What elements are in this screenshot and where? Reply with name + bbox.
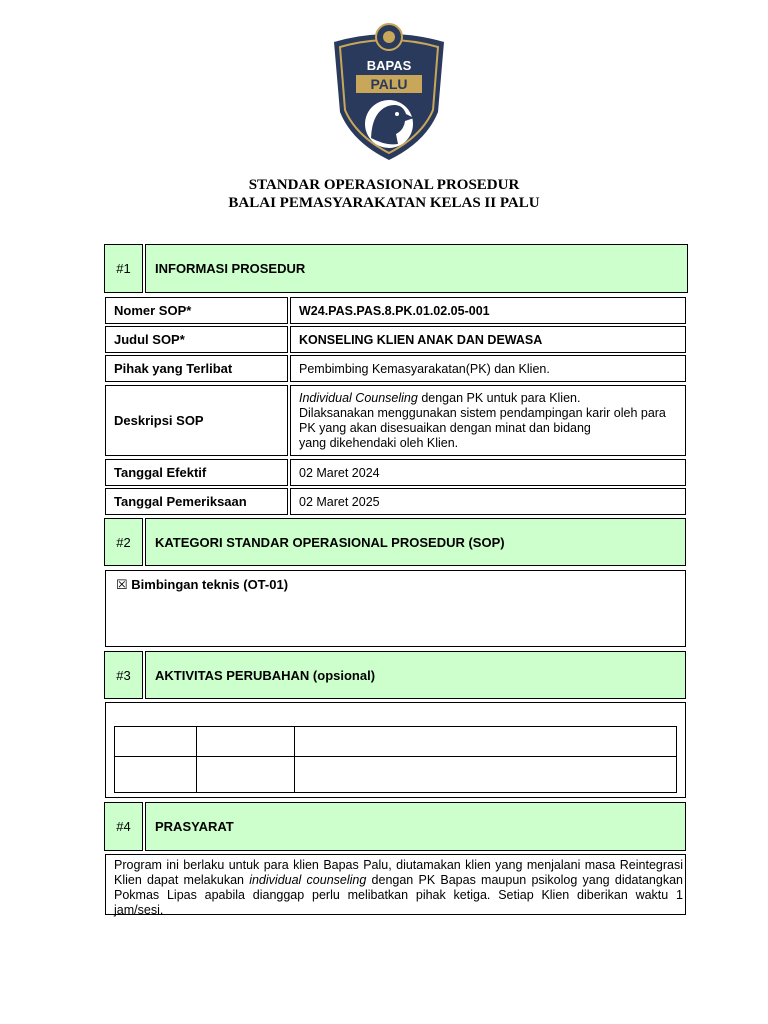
deskripsi-line1-rest: dengan PK untuk para Klien.	[417, 391, 581, 405]
section1-title: INFORMASI PROSEDUR	[145, 244, 688, 293]
prasyarat-part1: Program ini berlaku untuk para klien Bapas Palu, diutamakan klien yang menjalani masa Reintegrasi Klien dapat melakukan	[114, 858, 683, 887]
section2-number: #2	[104, 518, 143, 566]
table-cell	[295, 727, 677, 757]
table-cell	[115, 757, 197, 793]
aktivitas-table	[114, 726, 677, 793]
kategori-item-label: Bimbingan teknis (OT-01)	[131, 577, 289, 592]
document-title-line2: BALAI PEMASYARAKATAN KELAS II PALU	[228, 195, 540, 211]
checked-checkbox-icon: ☒	[116, 577, 128, 592]
deskripsi-sop-value	[290, 385, 686, 456]
section2-title: KATEGORI STANDAR OPERASIONAL PROSEDUR (SOP)	[145, 518, 686, 566]
table-row	[115, 757, 677, 793]
section4-title: PRASYARAT	[145, 802, 686, 851]
deskripsi-sop-label: Deskripsi SOP	[105, 385, 288, 456]
nomer-sop-value: W24.PAS.PAS.8.PK.01.02.05-001	[290, 297, 686, 324]
table-row	[115, 727, 677, 757]
prasyarat-part2: dengan PK Bapas maupun psikolog yang didatangkan Pokmas Lipas apabila dianggap perlu melibatkan pihak ketiga. Setiap Klien diberikan waktu 1 jam/sesi.	[114, 873, 683, 917]
deskripsi-italic: Individual Counseling	[299, 391, 418, 405]
tanggal-efektif-label: Tanggal Efektif	[105, 459, 288, 486]
nomer-sop-label: Nomer SOP*	[105, 297, 288, 324]
deskripsi-line4: yang dikehendaki oleh Klien.	[299, 436, 459, 450]
section3-title: AKTIVITAS PERUBAHAN (opsional)	[145, 651, 686, 699]
table-cell	[197, 757, 295, 793]
prasyarat-italic: individual counseling	[249, 873, 367, 887]
judul-sop-label: Judul SOP*	[105, 326, 288, 353]
kategori-item	[116, 577, 288, 593]
svg-text:PALU: PALU	[370, 76, 408, 92]
table-cell	[295, 757, 677, 793]
document-title-line1: STANDAR OPERASIONAL PROSEDUR	[248, 177, 520, 193]
tanggal-pemeriksaan-value: 02 Maret 2025	[290, 488, 686, 515]
deskripsi-line2: Dilaksanakan menggunakan sistem pendampingan karir oleh para	[299, 406, 666, 420]
pihak-terlibat-value: Pembimbing Kemasyarakatan(PK) dan Klien.	[290, 355, 686, 382]
svg-text:BAPAS: BAPAS	[366, 58, 412, 73]
kategori-box	[105, 570, 686, 647]
table-cell	[115, 727, 197, 757]
deskripsi-line1	[299, 391, 685, 406]
bapas-palu-logo	[326, 20, 452, 164]
tanggal-pemeriksaan-label: Tanggal Pemeriksaan	[105, 488, 288, 515]
prasyarat-text	[105, 854, 686, 915]
pihak-terlibat-label: Pihak yang Terlibat	[105, 355, 288, 382]
judul-sop-value: KONSELING KLIEN ANAK DAN DEWASA	[290, 326, 686, 353]
section3-number: #3	[104, 651, 143, 699]
section4-number: #4	[104, 802, 143, 851]
section1-number: #1	[104, 244, 143, 293]
tanggal-efektif-value: 02 Maret 2024	[290, 459, 686, 486]
deskripsi-line3: PK yang akan disesuaikan dengan minat dan bidang	[299, 421, 591, 435]
table-cell	[197, 727, 295, 757]
